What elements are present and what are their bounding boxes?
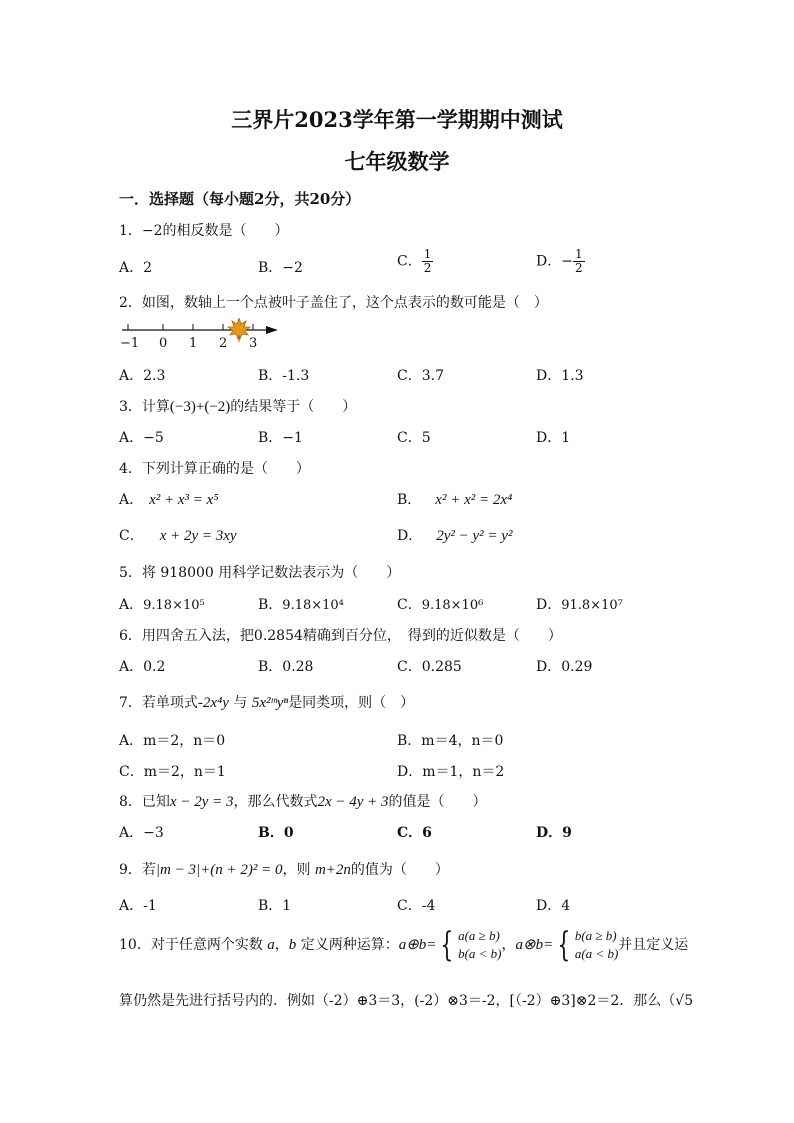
q3-expression: (−3)+(−2) bbox=[169, 399, 231, 415]
tick-label-1: 1 bbox=[189, 336, 198, 351]
q2-option-a: A．2.3 bbox=[119, 368, 166, 384]
q9-option-c: C．-4 bbox=[397, 898, 436, 914]
question-6-stem: 6．用四舍五入法，把0.2854精确到百分位， 得到的近似数是（ ） bbox=[119, 628, 562, 644]
q10-stem-suffix: 并且定义运 bbox=[618, 937, 689, 953]
tick-label-0: 0 bbox=[159, 336, 168, 351]
q3-option-d: D．1 bbox=[536, 430, 571, 446]
q7-conjunction: 与 bbox=[228, 695, 252, 711]
tick-label-neg1: −1 bbox=[120, 336, 140, 351]
q10-operation-1: a⊕b= bbox=[398, 937, 437, 953]
page-subtitle: 七年级数学 bbox=[344, 149, 450, 174]
q1-option-c-label: C． bbox=[397, 253, 422, 270]
q10-separator: ， bbox=[501, 937, 516, 953]
q9-option-a: A．-1 bbox=[119, 898, 157, 914]
q1-option-c bbox=[397, 248, 433, 275]
q6-option-c: C．0.285 bbox=[397, 659, 462, 675]
maple-leaf-icon bbox=[228, 318, 250, 342]
q5-option-c-label: C． bbox=[397, 597, 422, 613]
q3-option-a: A．−5 bbox=[119, 430, 164, 446]
fraction-numerator: 1 bbox=[423, 247, 432, 261]
q9-stem-middle: ，则 bbox=[282, 862, 315, 878]
q10-operation-1-cases bbox=[458, 927, 501, 963]
question-2-stem: 2．如图，数轴上一个点被叶子盖住了，这个点表示的数可能是（ ） bbox=[119, 295, 548, 311]
q3-option-c: C．5 bbox=[397, 430, 431, 446]
q4-option-a-label: A． bbox=[119, 492, 144, 508]
q5-option-a-label: A． bbox=[119, 597, 144, 613]
section-heading: 一．选择题（每小题2分，共20分） bbox=[119, 190, 361, 208]
q1-option-d-fraction bbox=[573, 248, 585, 275]
q4-option-c-label: C． bbox=[119, 528, 144, 544]
q10-operation-2: a⊗b= bbox=[515, 937, 554, 953]
number-line-svg bbox=[118, 318, 288, 354]
q4-option-c bbox=[119, 525, 237, 545]
q2-option-d: D．1.3 bbox=[536, 368, 584, 384]
q6-option-a: A．0.2 bbox=[119, 659, 166, 675]
q1-option-d bbox=[536, 248, 585, 275]
arrow-head-icon bbox=[266, 326, 278, 334]
q7-option-c: C．m＝2，n＝1 bbox=[119, 764, 226, 780]
q4-option-a bbox=[119, 489, 219, 509]
q1-option-a: A．2 bbox=[119, 260, 153, 276]
left-brace-icon: { bbox=[557, 925, 571, 965]
page-title: 三界片2023学年第一学期期中测试 bbox=[231, 107, 563, 132]
q5-option-a bbox=[119, 594, 205, 614]
q7-stem-suffix: 是同类项，则（ ） bbox=[288, 695, 415, 711]
q9-equation: |m − 3|+(n + 2)² = 0 bbox=[155, 862, 283, 878]
q10-var-b: b bbox=[288, 937, 297, 953]
q3-option-b: B．−1 bbox=[258, 430, 303, 446]
q5-option-c-expression: 9.18×10⁶ bbox=[421, 598, 484, 613]
q2-option-b: B．-1.3 bbox=[258, 368, 310, 384]
question-5-stem: 5．将 918000 用科学记数法表示为（ ） bbox=[119, 565, 401, 581]
q9-option-b: B．1 bbox=[258, 898, 292, 914]
q10-var-a: a bbox=[267, 937, 275, 953]
q4-option-c-expression: x + 2y = 3xy bbox=[159, 528, 237, 544]
q4-option-d-label: D． bbox=[397, 528, 423, 544]
q4-option-b-label: B． bbox=[397, 492, 422, 508]
q8-option-c: C．6 bbox=[397, 825, 432, 841]
question-9-stem bbox=[119, 859, 449, 879]
question-7-stem bbox=[119, 692, 414, 712]
q7-option-d: D．m＝1，n＝2 bbox=[397, 764, 505, 780]
q7-option-a: A．m＝2，n＝0 bbox=[119, 733, 226, 749]
q9-stem-suffix: 的值为（ ） bbox=[350, 862, 449, 878]
q8-stem-suffix: 的值是（ ） bbox=[388, 794, 487, 810]
question-4-stem: 4．下列计算正确的是（ ） bbox=[119, 461, 310, 477]
q9-option-d: D．4 bbox=[536, 898, 571, 914]
q4-option-d bbox=[397, 525, 512, 545]
q1-option-d-label: D．− bbox=[536, 253, 573, 270]
question-3-stem bbox=[119, 396, 356, 416]
fraction-numerator: 1 bbox=[574, 247, 583, 261]
question-10-stem-line1 bbox=[119, 927, 688, 963]
q2-option-c: C．3.7 bbox=[397, 368, 444, 384]
q5-option-a-expression: 9.18×10⁵ bbox=[143, 598, 205, 613]
q5-option-d-expression: 91.8×10⁷ bbox=[561, 598, 623, 613]
q3-stem-prefix: 3．计算 bbox=[119, 399, 170, 415]
left-brace-icon: { bbox=[440, 925, 454, 965]
q8-stem-prefix: 8．已知 bbox=[119, 794, 170, 810]
q8-option-b: B．0 bbox=[258, 825, 294, 841]
q10-op1-case-top: a(a ≥ b) bbox=[458, 928, 500, 943]
q1-option-c-fraction bbox=[422, 248, 434, 275]
q5-option-b-label: B． bbox=[258, 597, 283, 613]
q8-condition: x − 2y = 3 bbox=[169, 794, 234, 810]
number-line-figure bbox=[118, 318, 288, 358]
q5-option-b-expression: 9.18×10⁴ bbox=[282, 598, 344, 613]
q4-option-d-expression: 2y² − y² = y² bbox=[436, 528, 513, 544]
q7-option-b: B．m＝4，n＝0 bbox=[397, 733, 504, 749]
q9-stem-prefix: 9．若 bbox=[119, 862, 156, 878]
q10-op2-case-bottom: a(a < b) bbox=[574, 946, 619, 961]
q4-option-a-expression: x² + x³ = x⁵ bbox=[149, 492, 219, 508]
tick-label-2: 2 bbox=[219, 336, 228, 351]
q1-option-b: B．−2 bbox=[258, 260, 303, 276]
q5-option-c bbox=[397, 594, 483, 614]
q4-option-b bbox=[397, 489, 512, 509]
q5-option-b bbox=[258, 594, 344, 614]
q10-stem-prefix: 10．对于任意两个实数 bbox=[119, 937, 268, 953]
question-1-stem: 1．−2的相反数是（ ） bbox=[119, 223, 289, 239]
q8-option-a: A．−3 bbox=[119, 825, 164, 841]
q6-option-d: D．0.29 bbox=[536, 659, 593, 675]
q10-op1-case-bottom: b(a < b) bbox=[458, 946, 502, 961]
q8-option-d: D．9 bbox=[536, 825, 572, 841]
fraction-denominator: 2 bbox=[423, 261, 432, 275]
question-10-stem-line2: 算仍然是先进行括号内的．例如（-2）⊕3＝3，(-2）⊗3＝-2，[（-2）⊕3]⊗2＝2．那么（√5 bbox=[119, 993, 694, 1009]
q10-stem-middle: 定义两种运算： bbox=[296, 937, 399, 953]
q5-option-d-label: D． bbox=[536, 597, 562, 613]
q8-stem-middle: ，那么代数式 bbox=[233, 794, 318, 810]
q7-monomial-2: 5x²ᵐyⁿ bbox=[251, 695, 289, 711]
q4-option-b-expression: x² + x² = 2x⁴ bbox=[435, 492, 513, 508]
tick-label-3: 3 bbox=[249, 336, 258, 351]
q7-monomial-1: -2x⁴y bbox=[197, 695, 229, 711]
q5-option-d bbox=[536, 594, 623, 614]
q9-expression: m+2n bbox=[314, 862, 351, 878]
question-8-stem bbox=[119, 791, 487, 811]
q10-op2-case-top: b(a ≥ b) bbox=[574, 928, 617, 943]
q10-comma: ， bbox=[274, 937, 289, 953]
q10-operation-2-cases bbox=[575, 927, 618, 963]
q7-stem-prefix: 7．若单项式 bbox=[119, 695, 198, 711]
q8-expression: 2x − 4y + 3 bbox=[317, 794, 389, 810]
q6-option-b: B．0.28 bbox=[258, 659, 314, 675]
fraction-denominator: 2 bbox=[574, 261, 583, 275]
q3-stem-suffix: 的结果等于（ ） bbox=[230, 399, 357, 415]
